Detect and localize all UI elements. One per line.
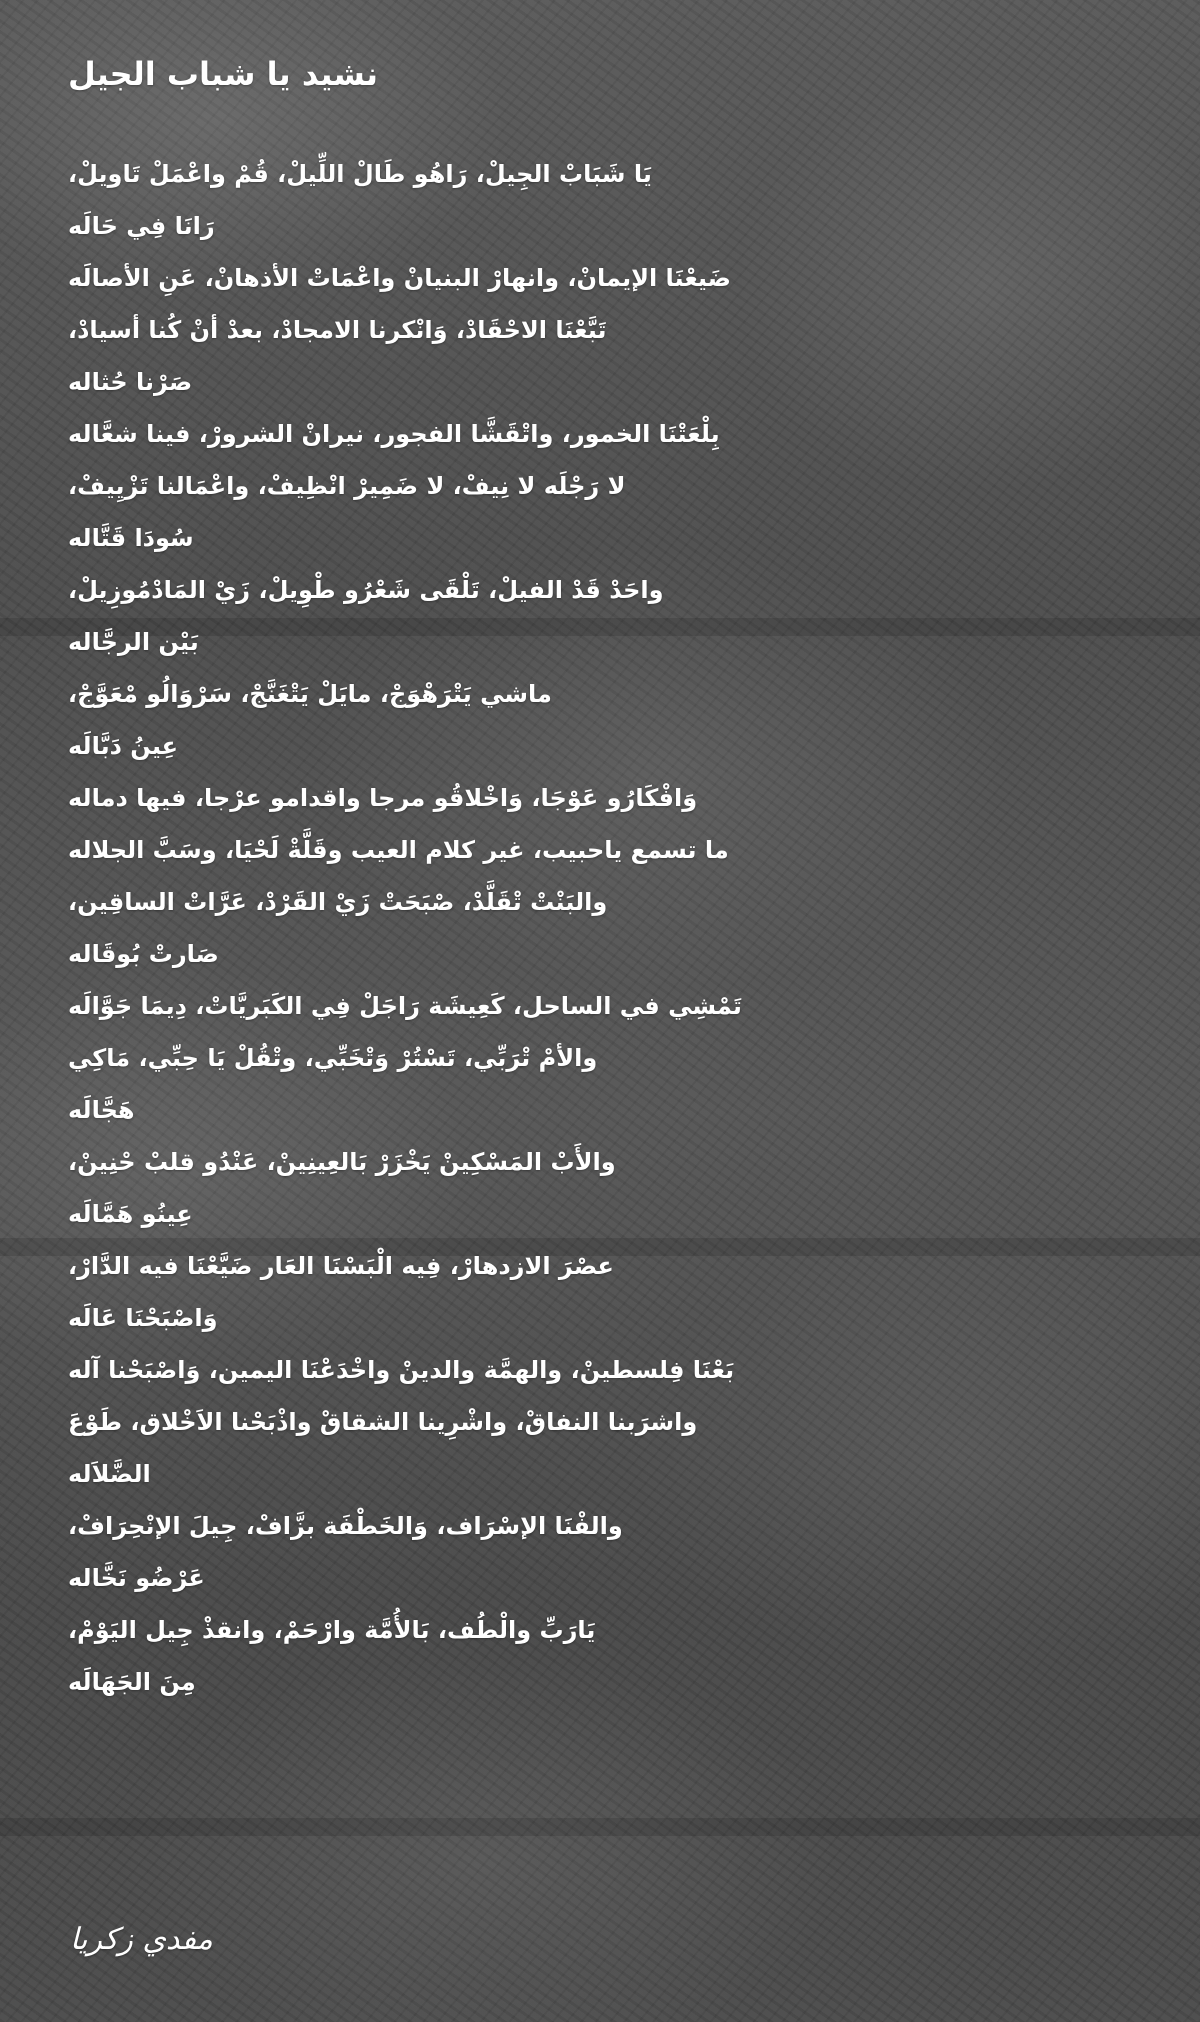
poem-line: الضَّلاَله xyxy=(68,1460,151,1488)
poem-line: يَارَبِّ والْطُف، بَالأُمَّة وارْحَمْ، وانقذْ جِيل اليَوْمْ، xyxy=(68,1616,596,1644)
poem-line: صَرْنا حُثاله xyxy=(68,368,193,396)
poem-line: والأمْ تْرَبِّي، تَسْتُرْ وَتْخَبِّي، وتْقُلْ يَا حِبِّي، مَاكِي xyxy=(68,1044,598,1072)
poem-line: ضَيعْنَا الإيمانْ، وانهارْ البنيانْ واعْمَاتْ الأذهانْ، عَنِ الأصالَه xyxy=(68,264,731,292)
poem-line: عِينُو هَمَّالَه xyxy=(68,1200,193,1228)
poem-title: نشيد يا شباب الجيل xyxy=(68,55,378,93)
poem-line: عصْرَ الازدهارْ، فِيه الْبَسْنَا العَار ضَيَّعْنَا فيه الدَّارْ، xyxy=(68,1252,614,1280)
poem-line: واشرَبنا النفاقْ، واشْرِينا الشقاقْ واذْبَحْنا الاَخْلاق، طَوْعَ xyxy=(68,1408,698,1436)
poem-line: يَا شَبَابْ الجِيلْ، رَاهُو طَالْ اللِّيلْ، قُمْ واعْمَلْ تَاويلْ، xyxy=(68,160,652,188)
poem-line: سُودَا قَتَّاله xyxy=(68,524,194,552)
poem-line: والأَبْ المَسْكِينْ يَخْزَرْ بَالعِينِينْ، عَنْدُو قلبْ حْنِينْ، xyxy=(68,1148,616,1176)
poem-line: صَارتْ بُوقَاله xyxy=(68,940,219,968)
poem-line: ما تسمع ياحبيب، غير كلام العيب وقَلَّةْ لَحْيَا، وسَبَّ الجلاله xyxy=(68,836,729,864)
poem-line: والفْنَا الإسْرَاف، وَالخَطْفَة بزَّافْ، جِيلَ الإنْحِرَافْ، xyxy=(68,1512,623,1540)
poem-author: مفدي زكريا xyxy=(70,1922,213,1957)
poem-line: هَجَّالَه xyxy=(68,1096,135,1124)
poem-line: بِلْعَتْنَا الخمور، واتْقَشَّا الفجور، نيرانْ الشرورْ، فينا شعَّاله xyxy=(68,420,720,448)
poem-container xyxy=(68,50,768,1708)
poem-body xyxy=(68,148,768,1708)
poem-line: وَاصْبَحْنَا عَالَه xyxy=(68,1304,218,1332)
poem-line: والبَنْتْ تْقَلَّدْ، صْبَحَتْ زَيْ القَرْدْ، عَرَّاتْ الساقِين، xyxy=(68,888,608,916)
poem-line: عَرْضُو نَخَّاله xyxy=(68,1564,205,1592)
poem-line: بَيْن الرجَّاله xyxy=(68,628,199,656)
poem-line: تَمْشِي في الساحل، كَعِيشَة رَاجَلْ فِي الكَبَريَّاتْ، دِيمَا جَوَّالَه xyxy=(68,992,742,1020)
poem-line: ماشي يَتْرَهْوَجْ، مايَلْ يَتْغَنَّجْ، سَرْوَالُو مْعَوَّجْ، xyxy=(68,680,552,708)
poem-line: لا رَجْلَه لا نِيفْ، لا ضَمِيرْ انْظِيفْ، واعْمَالنا تَزْيِيفْ، xyxy=(68,472,626,500)
poem-line: تَبَّعْنَا الاحْقَادْ، وَانْكرنا الامجادْ، بعدْ أنْ كُنا أسيادْ، xyxy=(68,316,607,344)
poem-line: بَعْنَا فِلسطينْ، والهمَّة والدينْ واخْدَعْنَا اليمين، وَاصْبَحْنا آله xyxy=(68,1356,735,1384)
background-band xyxy=(0,1818,1200,1836)
poem-line: وَافْكَارُو عَوْجَا، وَاخْلاقُو مرجا واقدامو عرْجا، فيها دماله xyxy=(68,784,698,812)
poem-line: مِنَ الجَهَالَه xyxy=(68,1668,196,1696)
poem-line: واحَدْ قَدْ الفيلْ، تَلْقَى شَعْرُو طْوِيلْ، زَيْ المَادْمُوزِيلْ، xyxy=(68,576,664,604)
poem-line: عِينُ دَبَّالَه xyxy=(68,732,179,760)
poem-line: رَانَا فِي حَالَه xyxy=(68,212,215,240)
